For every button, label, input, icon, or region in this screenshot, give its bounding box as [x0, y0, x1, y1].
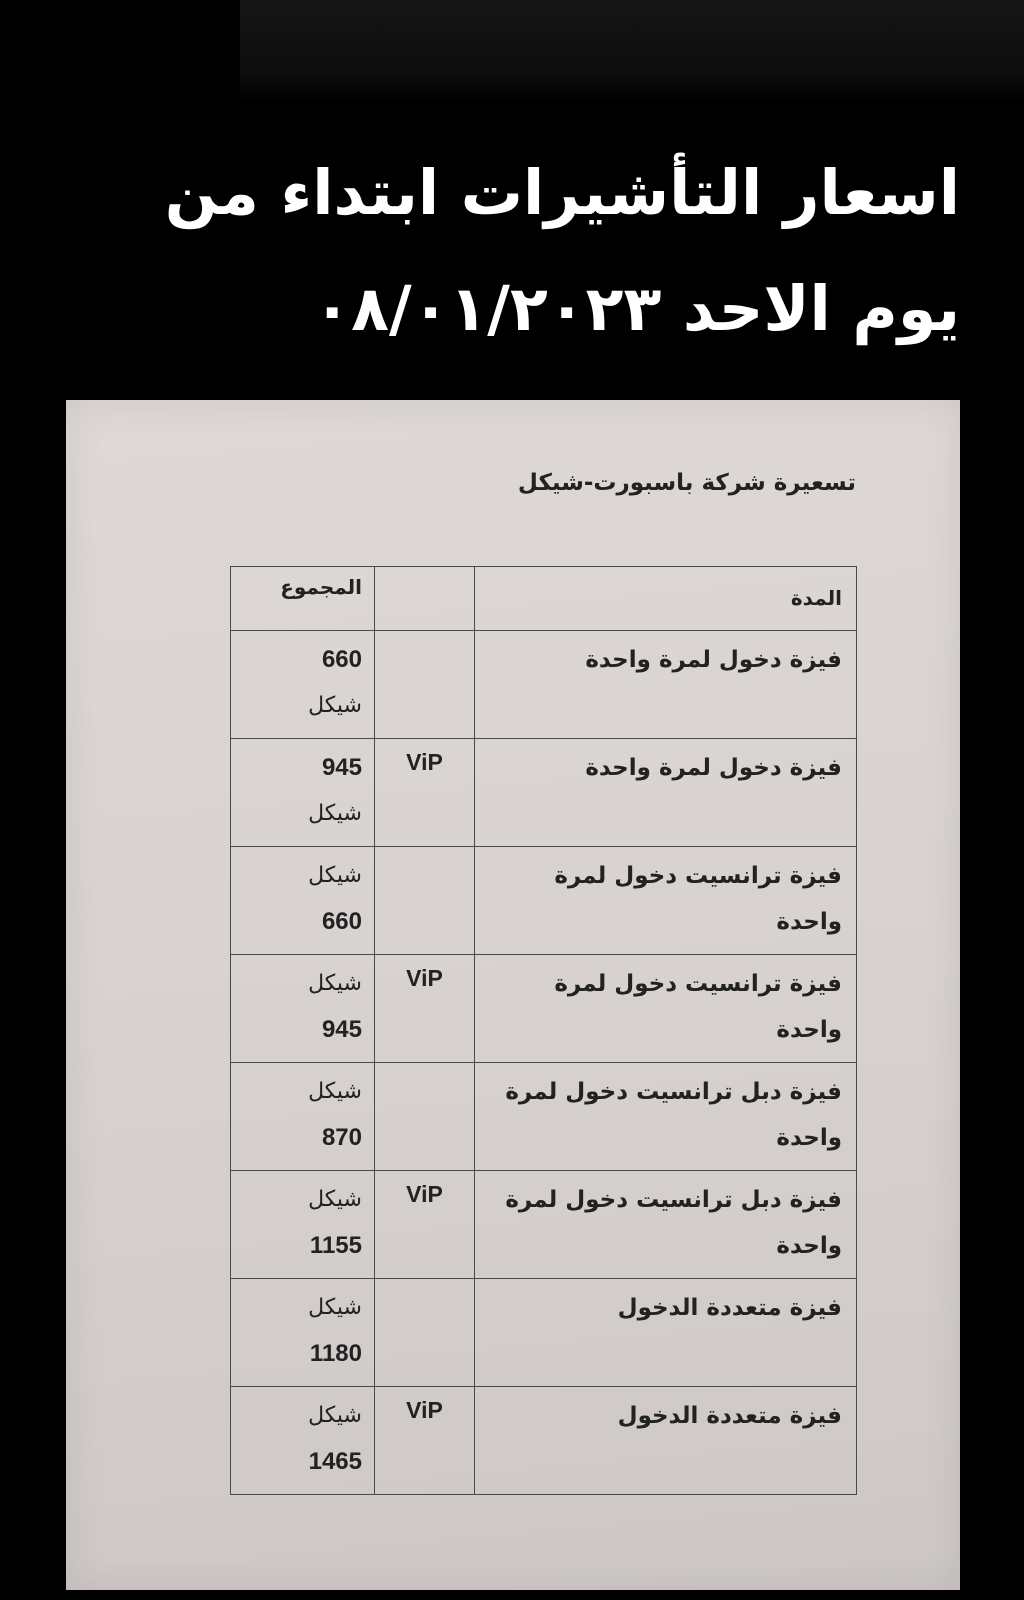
header-duration: المدة — [475, 567, 857, 631]
visa-type-cell: فيزة دخول لمرة واحدة — [475, 739, 857, 847]
visa-type-cell: فيزة دخول لمرة واحدة — [475, 631, 857, 739]
visa-type-cell: فيزة دبل ترانسيت دخول لمرة واحدة — [475, 1063, 857, 1171]
price-currency: شيكل — [308, 801, 362, 826]
total-cell — [231, 1063, 375, 1171]
vip-cell — [375, 631, 475, 739]
table-row — [231, 739, 857, 847]
price-amount: 945 — [321, 754, 362, 781]
blurred-top-banner — [240, 0, 1024, 102]
price-sheet-paper — [66, 400, 960, 1590]
headline-line-1: اسعار التأشيرات ابتداء من — [164, 156, 960, 229]
visa-type-cell: فيزة ترانسيت دخول لمرة واحدة — [475, 955, 857, 1063]
total-cell — [231, 739, 375, 847]
price-currency: شيكل — [308, 971, 362, 996]
total-cell — [231, 1279, 375, 1387]
price-table — [230, 566, 857, 1495]
price-amount: 945 — [321, 1016, 362, 1043]
price-currency: شيكل — [308, 1187, 362, 1212]
total-cell — [231, 955, 375, 1063]
vip-cell — [375, 1279, 475, 1387]
price-amount: 660 — [321, 908, 362, 935]
price-currency: شيكل — [308, 1403, 362, 1428]
vip-cell — [375, 1063, 475, 1171]
table-row — [231, 631, 857, 739]
header-vip — [375, 567, 475, 631]
visa-type-cell: فيزة متعددة الدخول — [475, 1279, 857, 1387]
headline-line-2: يوم الاحد ٠٨/٠١/٢٠٢٣ — [313, 272, 960, 345]
table-header-row — [231, 567, 857, 631]
total-cell — [231, 631, 375, 739]
total-cell — [231, 847, 375, 955]
visa-type-cell: فيزة متعددة الدخول — [475, 1387, 857, 1495]
price-currency: شيكل — [308, 693, 362, 718]
price-amount: 660 — [321, 646, 362, 673]
price-currency: شيكل — [308, 1079, 362, 1104]
header-total: المجموع — [231, 567, 375, 631]
vip-cell: ViP — [375, 1171, 475, 1279]
price-currency: شيكل — [308, 863, 362, 888]
vip-cell — [375, 847, 475, 955]
vip-cell: ViP — [375, 955, 475, 1063]
table-row — [231, 955, 857, 1063]
price-sheet-title: تسعيرة شركة باسبورت-شيكل — [517, 470, 856, 496]
price-currency: شيكل — [308, 1295, 362, 1320]
table-row — [231, 1279, 857, 1387]
table-row — [231, 1387, 857, 1495]
table-row — [231, 1171, 857, 1279]
price-amount: 1155 — [309, 1232, 362, 1259]
visa-type-cell: فيزة دبل ترانسيت دخول لمرة واحدة — [475, 1171, 857, 1279]
table-row — [231, 847, 857, 955]
table-row — [231, 1063, 857, 1171]
vip-cell: ViP — [375, 739, 475, 847]
price-amount: 870 — [321, 1124, 362, 1151]
visa-type-cell: فيزة ترانسيت دخول لمرة واحدة — [475, 847, 857, 955]
total-cell — [231, 1171, 375, 1279]
total-cell — [231, 1387, 375, 1495]
price-amount: 1465 — [308, 1448, 362, 1475]
price-amount: 1180 — [309, 1340, 362, 1367]
vip-cell: ViP — [375, 1387, 475, 1495]
